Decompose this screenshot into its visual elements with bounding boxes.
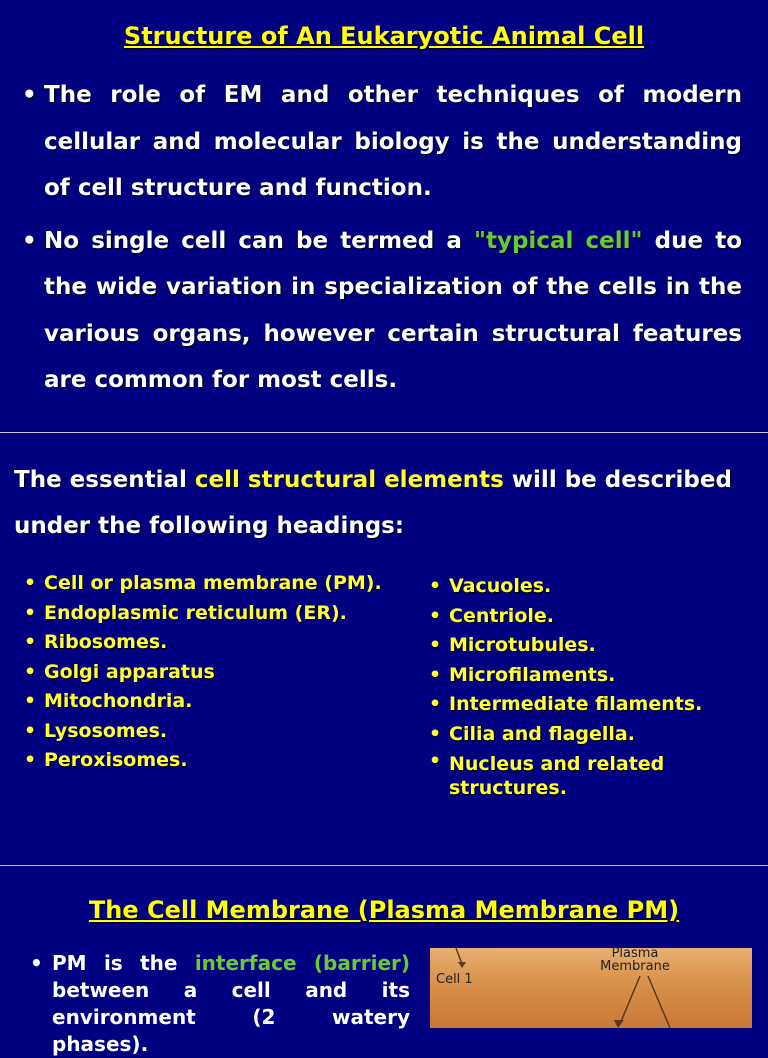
list-item (429, 749, 749, 800)
bullet-icon: • (429, 693, 442, 715)
arrow-head (614, 1020, 624, 1028)
intro-end: will be described under the following headings: (14, 467, 732, 539)
arrow-head (458, 962, 466, 968)
list-item (24, 717, 424, 747)
bullet-icon: • (30, 951, 43, 975)
list-item (24, 746, 424, 776)
bullet-icon: • (24, 631, 37, 653)
bullet-text-end: due to the wide variation in specialization of the cells in the various organs, however certain structural features are common for most cells. (44, 227, 742, 393)
arrow-line (648, 976, 670, 1028)
bullet-icon: • (24, 749, 37, 771)
list-item (30, 950, 411, 1058)
list-item-label: Ribosomes. (44, 631, 168, 653)
bullet-icon: • (429, 663, 442, 686)
list-item (429, 720, 749, 750)
slide-title: Structure of An Eukaryotic Animal Cell (123, 22, 645, 50)
highlight-interface: interface (barrier) (194, 951, 411, 975)
list-item-label: Golgi apparatus (44, 660, 215, 683)
bullet-icon: • (24, 572, 37, 594)
plasma-membrane-diagram (430, 948, 752, 1028)
list-item-label: Nucleus and related structures. (449, 753, 665, 799)
list-item-label: Intermediate filaments. (449, 693, 703, 715)
bullet-text-start: No single cell can be termed a (44, 227, 474, 254)
list-item-label: Lysosomes. (44, 719, 168, 742)
list-item-label: Centriole. (449, 604, 554, 627)
headings-list-left (24, 569, 424, 776)
bullet-icon: • (22, 82, 37, 108)
plasma-membrane-label (580, 947, 690, 973)
list-item-label: Cell or plasma membrane (PM). (44, 572, 382, 594)
list-item-label: Microfilaments. (449, 663, 616, 686)
list-item (429, 631, 749, 661)
intro-text (14, 457, 734, 549)
headings-list-right (429, 572, 749, 800)
list-item (429, 602, 749, 632)
intro-start: The essential (14, 467, 195, 493)
list-item (429, 572, 749, 602)
list-item (24, 569, 424, 599)
label-plasma: Plasma (611, 946, 659, 961)
list-item (22, 218, 742, 404)
slide-structural-elements (0, 433, 768, 865)
bullet-icon: • (429, 634, 442, 656)
list-item-label: Microtubules. (449, 634, 596, 656)
list-item-label: Mitochondria. (44, 690, 193, 712)
list-item (429, 661, 749, 691)
bullet-icon: • (429, 722, 442, 745)
bullet-icon: • (22, 227, 37, 254)
bullet-icon: • (24, 660, 37, 683)
list-item (429, 690, 749, 720)
highlight-typical-cell: "typical cell" (474, 227, 643, 254)
slide-title: The Cell Membrane (Plasma Membrane PM) (88, 896, 680, 924)
bullet-text: The role of EM and other techniques of modern cellular and molecular biology is the understanding of cell structure and function. (44, 82, 742, 201)
list-item-label: Peroxisomes. (44, 749, 188, 771)
list-item (24, 628, 424, 658)
bullet-icon: • (429, 750, 442, 772)
bullet-list (30, 950, 411, 1058)
slide-cell-membrane (0, 866, 768, 1056)
list-item-label: Vacuoles. (449, 575, 552, 597)
list-item (24, 658, 424, 688)
bullet-list (22, 72, 742, 410)
bullet-icon: • (24, 690, 37, 712)
bullet-icon: • (24, 719, 37, 742)
list-item-label: Cilia and flagella. (449, 722, 635, 745)
arrow-line (620, 976, 640, 1024)
list-item (24, 599, 424, 629)
label-membrane: Membrane (600, 959, 670, 974)
bullet-text-start: PM is the (52, 951, 195, 975)
highlight-structural-elements: cell structural elements (194, 467, 504, 493)
bullet-icon: • (429, 575, 442, 597)
list-item (24, 687, 424, 717)
bullet-icon: • (429, 604, 442, 627)
list-item-label: Endoplasmic reticulum (ER). (44, 601, 347, 624)
arrow-line (456, 948, 462, 964)
bullet-icon: • (24, 601, 37, 624)
bullet-text-end: between a cell and its environment (2 watery phases). (52, 978, 410, 1056)
list-item (22, 72, 742, 212)
cell-1-label: Cell 1 (436, 972, 473, 987)
slide-structure-eukaryotic-cell (0, 0, 768, 432)
